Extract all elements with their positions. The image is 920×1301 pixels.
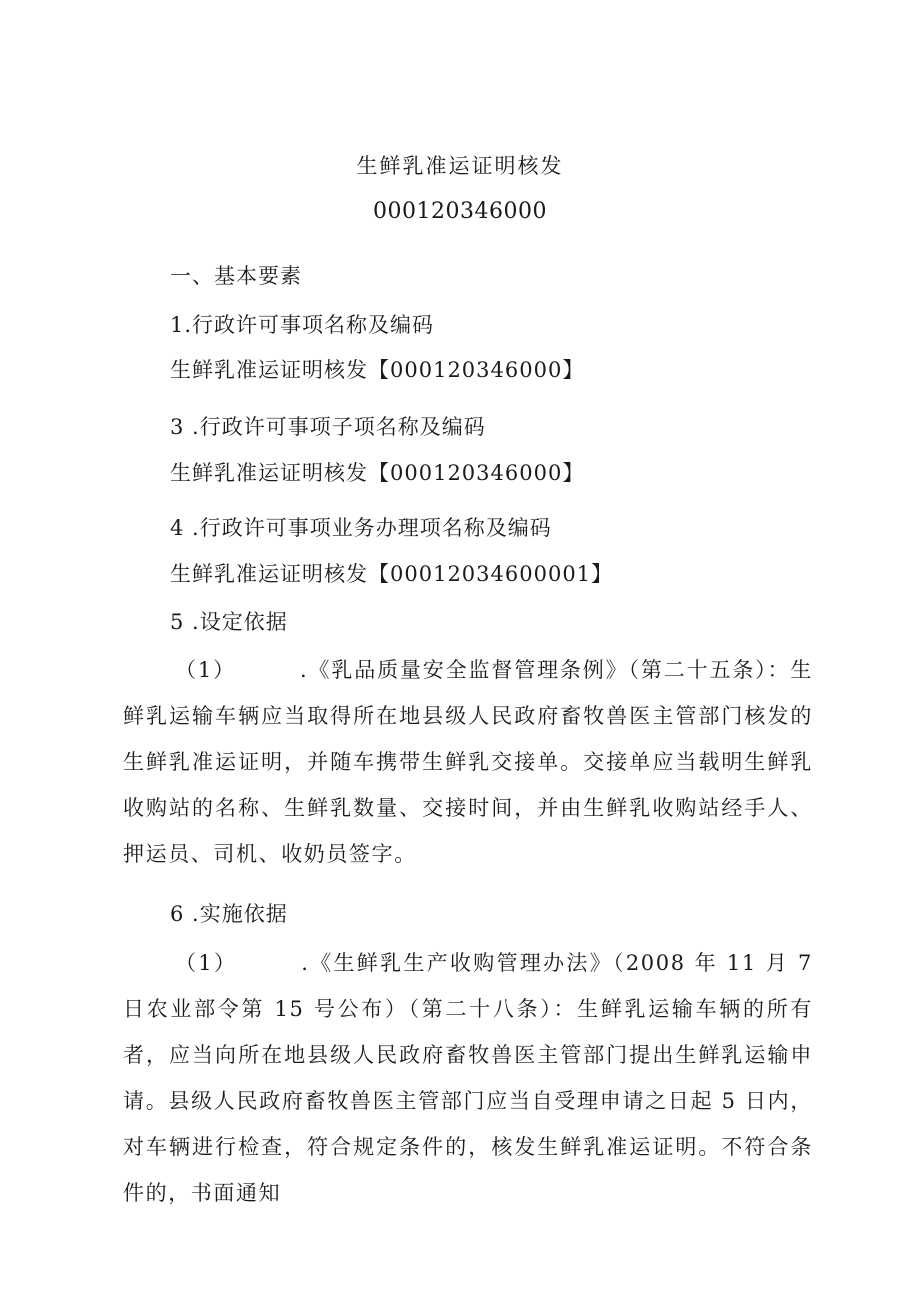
item-label: 4 .行政许可事项业务办理项名称及编码	[170, 516, 552, 540]
section-heading: 一、基本要素	[170, 264, 302, 288]
document-code: 000120346000	[373, 199, 547, 224]
item-value: 生鲜乳准运证明核发【00012034600001】	[170, 562, 614, 586]
implement-paragraph-number: （1）	[175, 951, 238, 975]
basis-paragraph-number: （1）	[175, 658, 236, 682]
item-value: 生鲜乳准运证明核发【000120346000】	[170, 461, 585, 485]
implement-paragraph	[123, 940, 813, 1216]
basis-heading: 5 .设定依据	[170, 610, 288, 634]
basis-paragraph	[123, 647, 813, 877]
item-label: 1.行政许可事项名称及编码	[170, 313, 435, 337]
item-label: 3 .行政许可事项子项名称及编码	[170, 415, 486, 439]
implement-heading: 6 .实施依据	[170, 902, 288, 926]
basis-paragraph-text: .《乳品质量安全监督管理条例》（第二十五条）：生鲜乳运输车辆应当取得所在地县级人民政府畜牧兽医主管部门核发的生鲜乳准运证明，并随车携带生鲜乳交接单。交接单应当载明生鲜乳收购站的名称、生鲜乳数量、交接时间，并由生鲜乳收购站经手人、押运员、司机、收奶员签字。	[123, 658, 813, 866]
document-title: 生鲜乳准运证明核发	[356, 154, 564, 178]
implement-paragraph-text: .《生鲜乳生产收购管理办法》（2008 年 11 月 7 日农业部令第 15 号公布）（第二十八条）：生鲜乳运输车辆的所有者，应当向所在地县级人民政府畜牧兽医主管部门提出生鲜乳运输申请。县级人民政府畜牧兽医主管部门应当自受理申请之日起 5 日内，对车辆进行检查，符合规定条件的，核发生鲜乳准运证明。不符合条件的，书面通知	[123, 951, 813, 1205]
item-value: 生鲜乳准运证明核发【000120346000】	[170, 358, 585, 382]
